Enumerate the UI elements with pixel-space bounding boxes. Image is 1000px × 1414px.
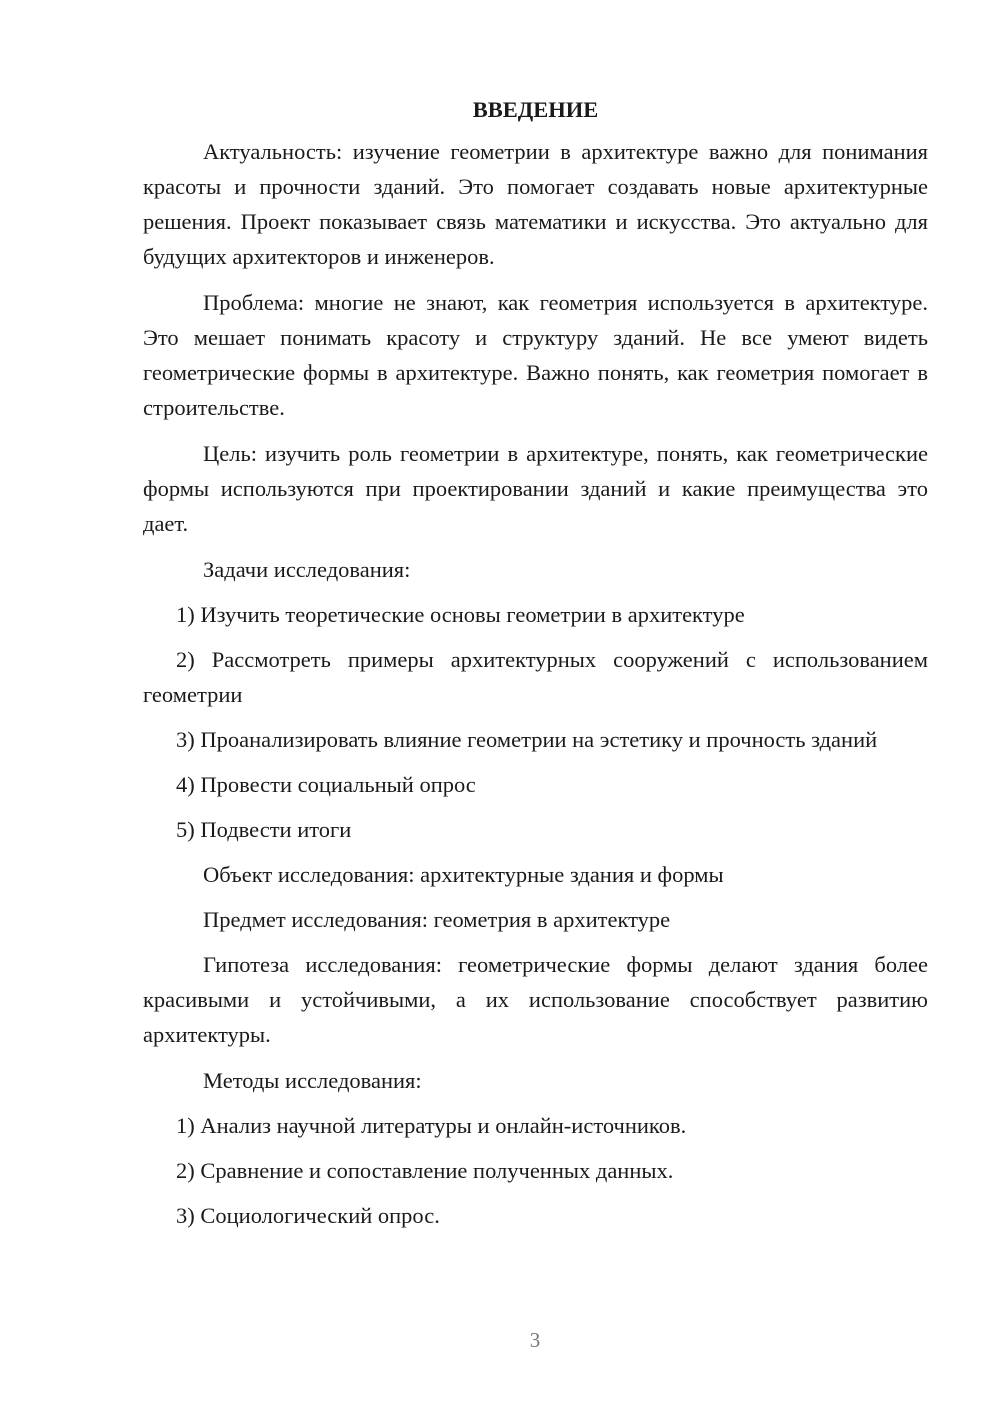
task-item: 4) Провести социальный опрос: [176, 772, 476, 797]
problem-paragraph: Проблема: многие не знают, как геометрия используется в архитектуре. Это мешает понимать красоту и структуру зданий. Не все умеют видеть геометрические формы в архитектуре. Важно понять, как геометрия помогает в строительстве.: [143, 290, 928, 420]
object-paragraph: Объект исследования: архитектурные здания и формы: [203, 862, 724, 887]
subject-paragraph: Предмет исследования: геометрия в архитектуре: [203, 907, 671, 932]
hypothesis-paragraph: Гипотеза исследования: геометрические формы делают здания более красивыми и устойчивыми, а их использование способствует развитию архитектуры.: [143, 952, 928, 1047]
method-item: 1) Анализ научной литературы и онлайн-источников.: [176, 1113, 687, 1138]
page-number: 3: [529, 1328, 541, 1352]
task-item: 5) Подвести итоги: [176, 817, 352, 842]
task-item: 3) Проанализировать влияние геометрии на эстетику и прочность зданий: [176, 727, 878, 752]
task-item: 2) Рассмотреть примеры архитектурных сооружений с использованием геометрии: [143, 647, 928, 707]
method-item: 2) Сравнение и сопоставление полученных данных.: [176, 1158, 674, 1183]
section-title: ВВЕДЕНИЕ: [472, 97, 599, 122]
methods-heading: Методы исследования:: [203, 1068, 422, 1093]
tasks-heading: Задачи исследования:: [203, 557, 411, 582]
goal-paragraph: Цель: изучить роль геометрии в архитектуре, понять, как геометрические формы используются при проектировании зданий и какие преимущества это дает.: [143, 441, 928, 536]
relevance-paragraph: Актуальность: изучение геометрии в архитектуре важно для понимания красоты и прочности зданий. Это помогает создавать новые архитектурные решения. Проект показывает связь математики и искусства. Это актуально для будущих архитекторов и инженеров.: [143, 139, 928, 269]
document-page: [143, 92, 928, 1243]
method-item: 3) Социологический опрос.: [176, 1203, 440, 1228]
task-item: 1) Изучить теоретические основы геометрии в архитектуре: [176, 602, 745, 627]
